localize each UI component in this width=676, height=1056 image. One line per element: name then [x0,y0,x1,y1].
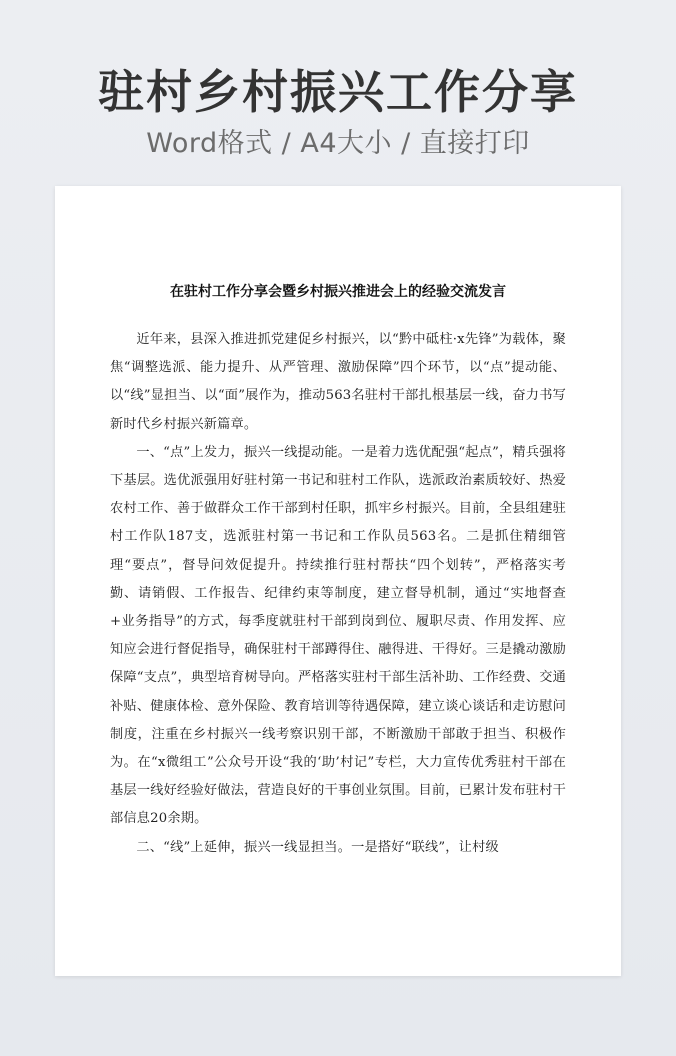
document-page [55,186,621,976]
banner [0,62,676,164]
banner-subtitle: Word格式 / A4大小 / 直接打印 [146,128,530,159]
document-title: 在驻村工作分享会暨乡村振兴推进会上的经验交流发言 [170,284,506,300]
paragraph-intro: 近年来，县深入推进抓党建促乡村振兴，以“黔中砥柱·x先锋”为载体，聚焦“调整选派、能力提升、从严管理、激励保障”四个环节，以“点”提动能、以“线”显担当、以“面”展作为，推动563名驻村干部扎根基层一线，奋力书写新时代乡村振兴新篇章。 [110,332,566,432]
paragraph-section-one: 一、“点”上发力，振兴一线提动能。一是着力选优配强“起点”，精兵强将下基层。选优派强用好驻村第一书记和驻村工作队，选派政治素质较好、热爱农村工作、善于做群众工作干部到村任职，抓牢乡村振兴。目前，全县组建驻村工作队187支，选派驻村第一书记和工作队员563名。二是抓住精细管理“要点”，督导问效促提升。持续推行驻村帮扶“四个划转”，严格落实考勤、请销假、工作报告、纪律约束等制度，建立督导机制，通过“实地督查+业务指导”的方式，每季度就驻村干部到岗到位、履职尽责、作用发挥、应知应会进行督促指导，确保驻村干部蹲得住、融得进、干得好。三是撬动激励保障“支点”，典型培育树导向。严格落实驻村干部生活补助、工作经费、交通补贴、健康体检、意外保险、教育培训等待遇保障，建立谈心谈话和走访慰问制度，注重在乡村振兴一线考察识别干部，不断激励干部敢于担当、积极作为。在“x微组工”公众号开设“我的‘助’村记”专栏，大力宣传优秀驻村干部在基层一线好经验好做法，营造良好的干事创业氛围。目前，已累计发布驻村干部信息20余期。 [110,444,566,827]
banner-title: 驻村乡村振兴工作分享 [98,65,578,119]
paragraph-section-two: 二、“线”上延伸，振兴一线显担当。一是搭好“联线”，让村级 [136,839,499,855]
